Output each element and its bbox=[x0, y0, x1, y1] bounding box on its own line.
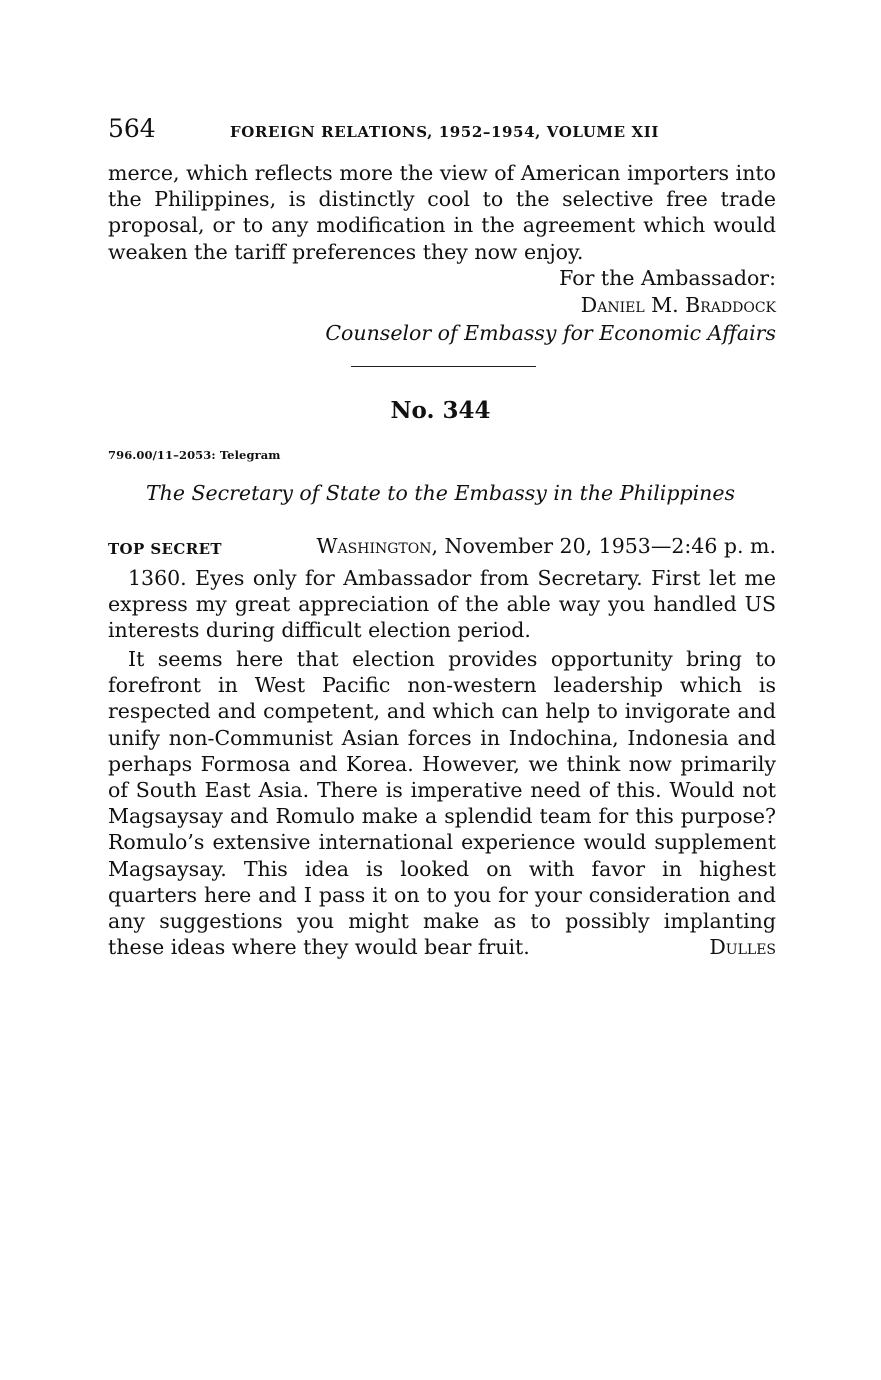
signature-title: Counselor of Embassy for Economic Affairs bbox=[325, 321, 776, 345]
continued-paragraph: merce, which reflects more the view of American importers into the Philippines, is distinctly cool to the selective free trade proposal, or to any modification in the agreement which would weaken the tariff preferences they now enjoy. bbox=[108, 161, 776, 264]
document-title: The Secretary of State to the Embassy in the Philippines bbox=[145, 481, 736, 505]
dateline bbox=[316, 533, 776, 559]
page-number: 564 bbox=[108, 114, 156, 143]
telegram-paragraph-2: It seems here that election provides opportunity bring to forefront in West Pacific non-western leadership which is respected and competent, and which can help to invigorate and unify non-Communist Asian forces in Indochina, Indonesia and perhaps Formosa and Korea. However, we think now primarily of South East Asia. There is imperative need of this. Would not Magsaysay and Romulo make a splendid team for this purpose? Romulo’s extensive international experience would supplement Magsaysay. This idea is looked on with favor in highest quarters here and I pass it on to you for your consideration and any suggestions you might make as to possibly implanting these ideas where they would bear fruit. bbox=[108, 647, 776, 960]
signature-name: Daniel M. Braddock bbox=[580, 293, 776, 317]
dateline-date: , November 20, 1953—2:46 p. m. bbox=[431, 534, 776, 558]
signer-name: Dulles bbox=[709, 935, 776, 959]
signature-for-line: For the Ambassador: bbox=[559, 266, 776, 290]
document-number: No. 344 bbox=[390, 397, 491, 424]
dateline-place: Washington bbox=[316, 534, 432, 558]
running-head: FOREIGN RELATIONS, 1952–1954, VOLUME XII bbox=[230, 123, 659, 141]
classification-label: TOP SECRET bbox=[108, 540, 222, 558]
file-reference: 796.00/11–2053: Telegram bbox=[108, 448, 281, 462]
page-header bbox=[108, 114, 776, 148]
telegram-paragraph-1: 1360. Eyes only for Ambassador from Secretary. First let me express my great appreciation of the able way you handled US interests during difficult election period. bbox=[108, 566, 776, 643]
section-divider bbox=[351, 366, 536, 367]
